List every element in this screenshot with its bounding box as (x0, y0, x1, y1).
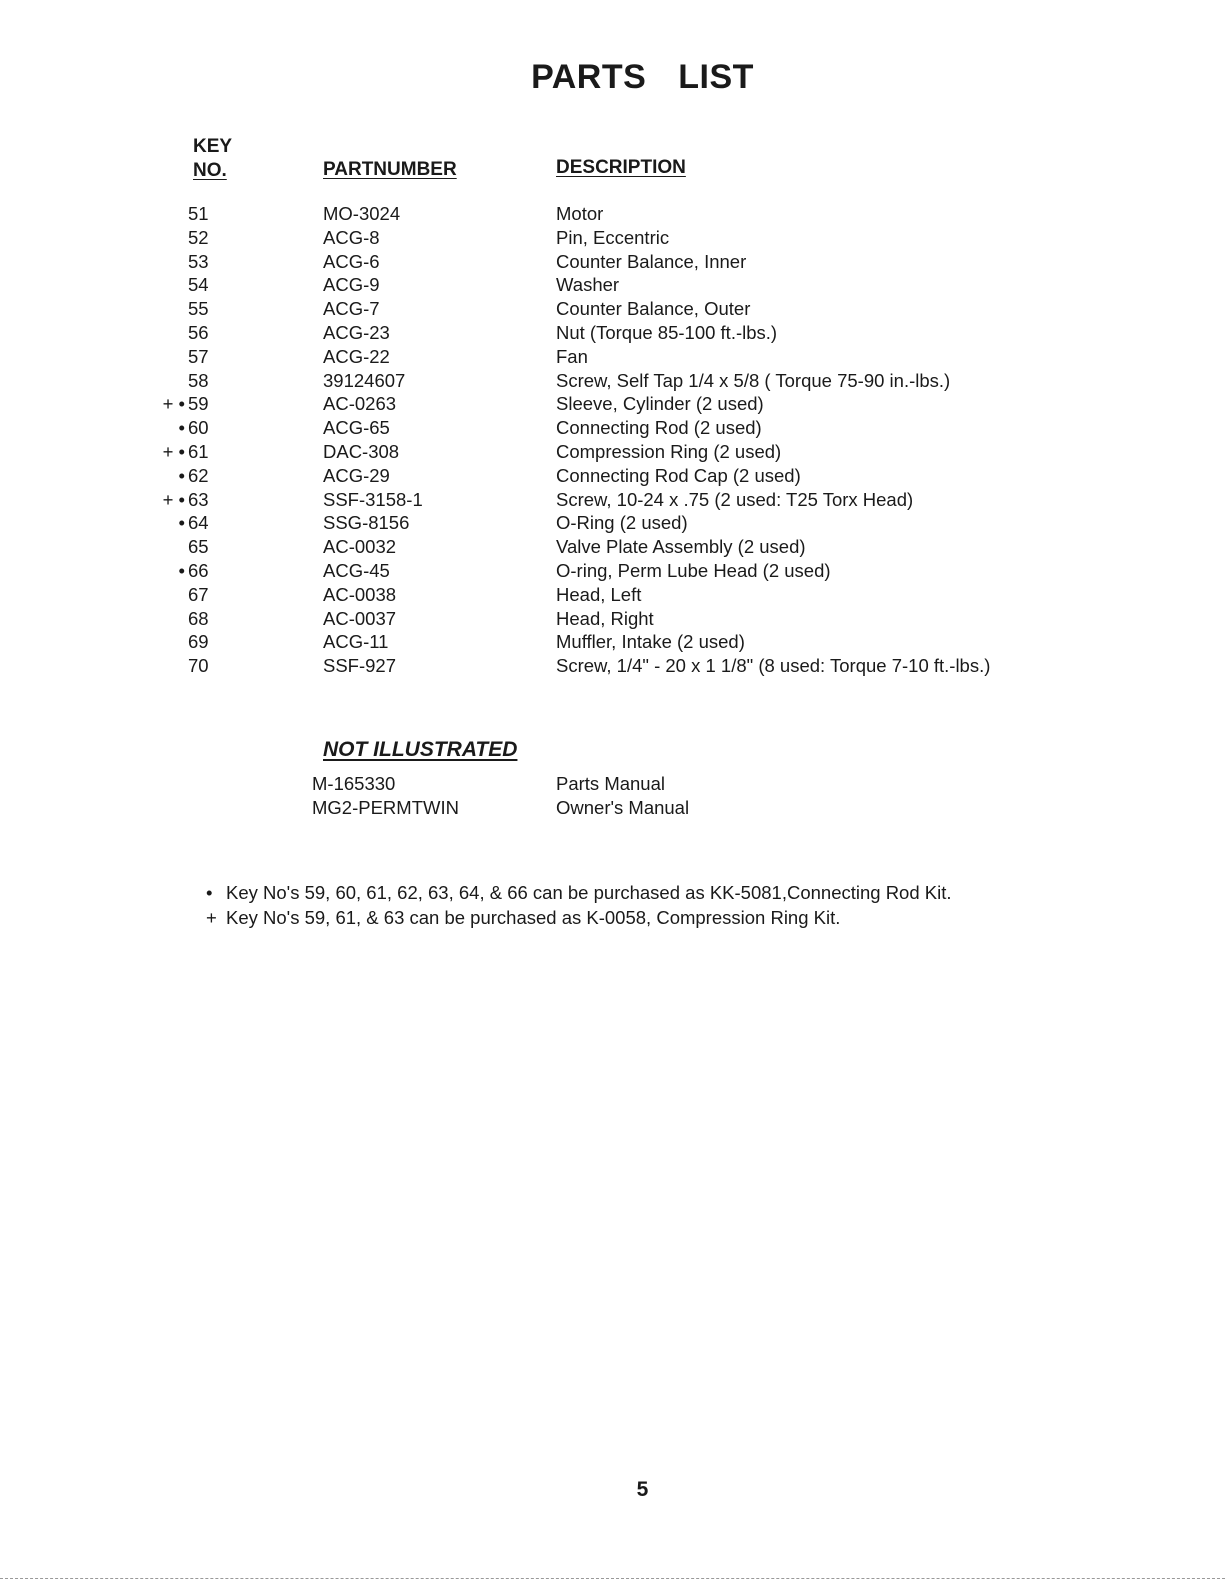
part-description: Screw, 10-24 x .75 (2 used: T25 Torx Head) (556, 488, 914, 510)
key-number: 54 (188, 274, 209, 296)
table-row (0, 416, 1225, 440)
table-row (0, 297, 1225, 321)
key-number: 60 (188, 417, 209, 439)
key-number: 58 (188, 369, 209, 391)
key-number: 70 (188, 655, 209, 677)
part-marker: • (178, 464, 185, 486)
part-description: Valve Plate Assembly (2 used) (556, 536, 806, 558)
key-number: 63 (188, 488, 209, 510)
table-row (0, 250, 1225, 274)
key-number: 61 (188, 440, 209, 462)
footnotes (206, 880, 952, 930)
part-number: DAC-308 (323, 440, 400, 462)
table-row (0, 369, 1225, 393)
part-number: AC-0037 (323, 607, 397, 629)
table-row (0, 345, 1225, 369)
table-row (0, 273, 1225, 297)
part-description: Pin, Eccentric (556, 226, 670, 248)
parts-table (0, 202, 1225, 678)
table-row (0, 464, 1225, 488)
part-description: Screw, Self Tap 1/4 x 5/8 ( Torque 75-90 in.-lbs.) (556, 369, 951, 391)
table-row (0, 535, 1225, 559)
key-number: 53 (188, 250, 209, 272)
table-row (0, 654, 1225, 678)
table-row (0, 559, 1225, 583)
part-number: ACG-6 (323, 250, 380, 272)
part-number: 39124607 (323, 369, 406, 391)
part-description: Screw, 1/4" - 20 x 1 1/8" (8 used: Torque 7-10 ft.-lbs.) (556, 655, 991, 677)
table-row (0, 630, 1225, 654)
part-number: AC-0263 (323, 393, 397, 415)
key-number: 65 (188, 536, 209, 558)
part-number: MG2-PERMTWIN (312, 797, 459, 818)
part-description: Connecting Rod Cap (2 used) (556, 464, 801, 486)
part-number: ACG-22 (323, 345, 390, 367)
part-description: Owner's Manual (556, 797, 690, 818)
part-description: Motor (556, 203, 604, 224)
part-number: ACG-9 (323, 274, 380, 296)
part-marker: + • (162, 488, 185, 510)
key-number: 62 (188, 464, 209, 486)
part-number: AC-0038 (323, 583, 397, 605)
table-row (0, 440, 1225, 464)
part-description: Muffler, Intake (2 used) (556, 631, 745, 653)
key-number: 69 (188, 631, 209, 653)
footnote (206, 905, 952, 930)
footnote-text: Key No's 59, 60, 61, 62, 63, 64, & 66 can be purchased as KK-5081,Connecting Rod Kit. (226, 882, 952, 903)
key-number: 64 (188, 512, 209, 534)
part-number: MO-3024 (323, 203, 401, 224)
key-number: 66 (188, 559, 209, 581)
part-number: ACG-7 (323, 298, 380, 320)
description-header: DESCRIPTION (556, 157, 686, 178)
part-description: Head, Left (556, 583, 642, 605)
part-description: Fan (556, 345, 588, 367)
part-marker: • (178, 417, 185, 439)
table-row (0, 202, 1225, 226)
part-description: Head, Right (556, 607, 654, 629)
list-item (0, 796, 1225, 820)
list-item (0, 772, 1225, 796)
table-row (0, 226, 1225, 250)
key-number: 56 (188, 321, 209, 343)
footnote-text: Key No's 59, 61, & 63 can be purchased as K-0058, Compression Ring Kit. (226, 907, 841, 928)
footnote-symbol: + (206, 907, 217, 928)
part-marker: + • (162, 440, 185, 462)
part-number: ACG-29 (323, 464, 390, 486)
key-number: 51 (188, 203, 209, 224)
bottom-edge-rule (0, 1578, 1225, 1579)
part-description: Compression Ring (2 used) (556, 440, 782, 462)
part-number: SSG-8156 (323, 512, 410, 534)
table-row (0, 392, 1225, 416)
key-number: 55 (188, 298, 209, 320)
table-row (0, 511, 1225, 535)
part-number: SSF-3158-1 (323, 488, 423, 510)
part-marker: • (178, 512, 185, 534)
key-header-line2: NO. (193, 160, 227, 181)
key-number: 68 (188, 607, 209, 629)
part-number: M-165330 (312, 773, 396, 794)
part-description: Counter Balance, Outer (556, 298, 751, 320)
footnote (206, 880, 952, 905)
part-number: SSF-927 (323, 655, 397, 677)
part-number: ACG-65 (323, 417, 390, 439)
page-number: 5 (636, 1478, 649, 1501)
part-description: Washer (556, 274, 620, 296)
not-illustrated-list (0, 772, 1225, 820)
part-description: Nut (Torque 85-100 ft.-lbs.) (556, 321, 778, 343)
part-description: Connecting Rod (2 used) (556, 417, 762, 439)
part-number: ACG-8 (323, 226, 380, 248)
part-number: ACG-23 (323, 321, 390, 343)
key-number: 57 (188, 345, 209, 367)
table-row (0, 583, 1225, 607)
part-description: O-ring, Perm Lube Head (2 used) (556, 559, 831, 581)
table-row (0, 607, 1225, 631)
part-marker: + • (162, 393, 185, 415)
part-description: Sleeve, Cylinder (2 used) (556, 393, 764, 415)
footnote-symbol: • (206, 882, 213, 903)
part-number: ACG-45 (323, 559, 390, 581)
table-row (0, 321, 1225, 345)
part-description: O-Ring (2 used) (556, 512, 688, 534)
part-number-header: PARTNUMBER (323, 159, 457, 180)
part-number: ACG-11 (323, 631, 389, 653)
not-illustrated-heading: NOT ILLUSTRATED (323, 738, 518, 761)
key-header-line1: KEY (193, 136, 233, 157)
key-number: 67 (188, 583, 209, 605)
table-row (0, 488, 1225, 512)
key-number: 59 (188, 393, 209, 415)
part-description: Parts Manual (556, 773, 665, 794)
part-description: Counter Balance, Inner (556, 250, 747, 272)
part-marker: • (178, 559, 185, 581)
part-number: AC-0032 (323, 536, 397, 558)
key-number: 52 (188, 226, 209, 248)
page-title: PARTS LIST (531, 58, 754, 96)
